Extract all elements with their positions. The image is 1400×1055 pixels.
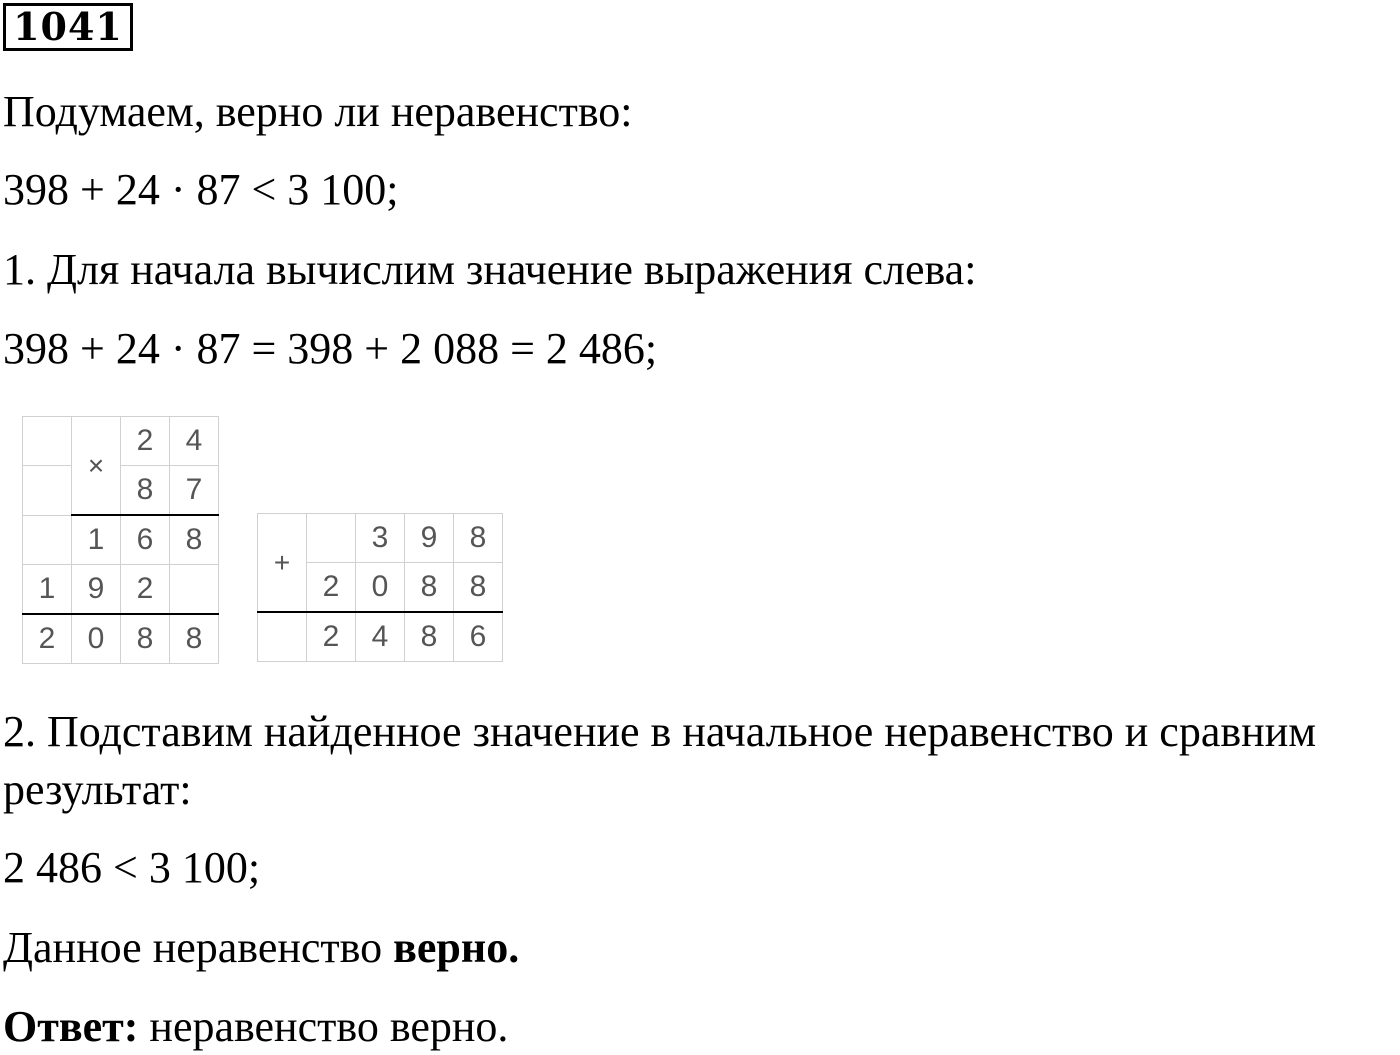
step1-text: 1. Для начала вычислим значение выражения слева:	[3, 245, 977, 294]
grid-cell: 8	[405, 612, 454, 662]
grid-cell: 1	[72, 515, 121, 565]
grid-cell: 9	[72, 565, 121, 615]
inequality-text: 398 + 24 · 87 < 3 100;	[3, 165, 399, 214]
grid-cell: 8	[170, 515, 219, 565]
grid-cell	[23, 515, 72, 565]
grid-cell: 0	[72, 614, 121, 664]
plus-sign: +	[258, 514, 307, 613]
grid-cell: 2	[121, 565, 170, 615]
grid-cell: 6	[121, 515, 170, 565]
addition-grid	[257, 513, 503, 662]
grid-cell: 8	[405, 563, 454, 613]
comparison-text: 2 486 < 3 100;	[3, 843, 261, 892]
answer-text	[3, 1001, 508, 1053]
grid-cell: 1	[23, 565, 72, 615]
grid-cell: 2	[121, 417, 170, 466]
grid-cell: 2	[307, 563, 356, 613]
grid-cell	[23, 466, 72, 516]
grid-cell: 0	[356, 563, 405, 613]
problem-number: 1041	[3, 3, 133, 51]
step2-text-line1: 2. Подставим найденное значение в начальное неравенство и сравним	[3, 707, 1317, 756]
grid-cell: 4	[356, 612, 405, 662]
step2-text-line2: результат:	[3, 765, 192, 814]
grid-cell: 2	[23, 614, 72, 664]
grid-cell: 8	[454, 563, 503, 613]
grid-cell: 6	[454, 612, 503, 662]
grid-cell: 9	[405, 514, 454, 563]
multiplication-grid	[22, 416, 219, 664]
grid-cell: 8	[454, 514, 503, 563]
conclusion-prefix: Данное неравенство	[3, 923, 394, 972]
grid-cell: 2	[307, 612, 356, 662]
grid-cell	[170, 565, 219, 615]
grid-cell	[258, 612, 307, 662]
grid-cell: 3	[356, 514, 405, 563]
conclusion-bold: верно.	[393, 923, 520, 972]
intro-text: Подумаем, верно ли неравенство:	[3, 87, 633, 136]
grid-cell	[23, 417, 72, 466]
grid-cell: 8	[121, 466, 170, 516]
grid-cell	[307, 514, 356, 563]
calculation-text: 398 + 24 · 87 = 398 + 2 088 = 2 486;	[3, 324, 658, 373]
grid-cell: 8	[170, 614, 219, 664]
multiply-sign: ×	[72, 417, 121, 516]
grid-cell: 8	[121, 614, 170, 664]
answer-value: неравенство верно.	[138, 1002, 509, 1051]
grid-cell: 7	[170, 466, 219, 516]
grid-cell: 4	[170, 417, 219, 466]
conclusion-text	[3, 922, 519, 974]
answer-label: Ответ:	[3, 1002, 139, 1051]
